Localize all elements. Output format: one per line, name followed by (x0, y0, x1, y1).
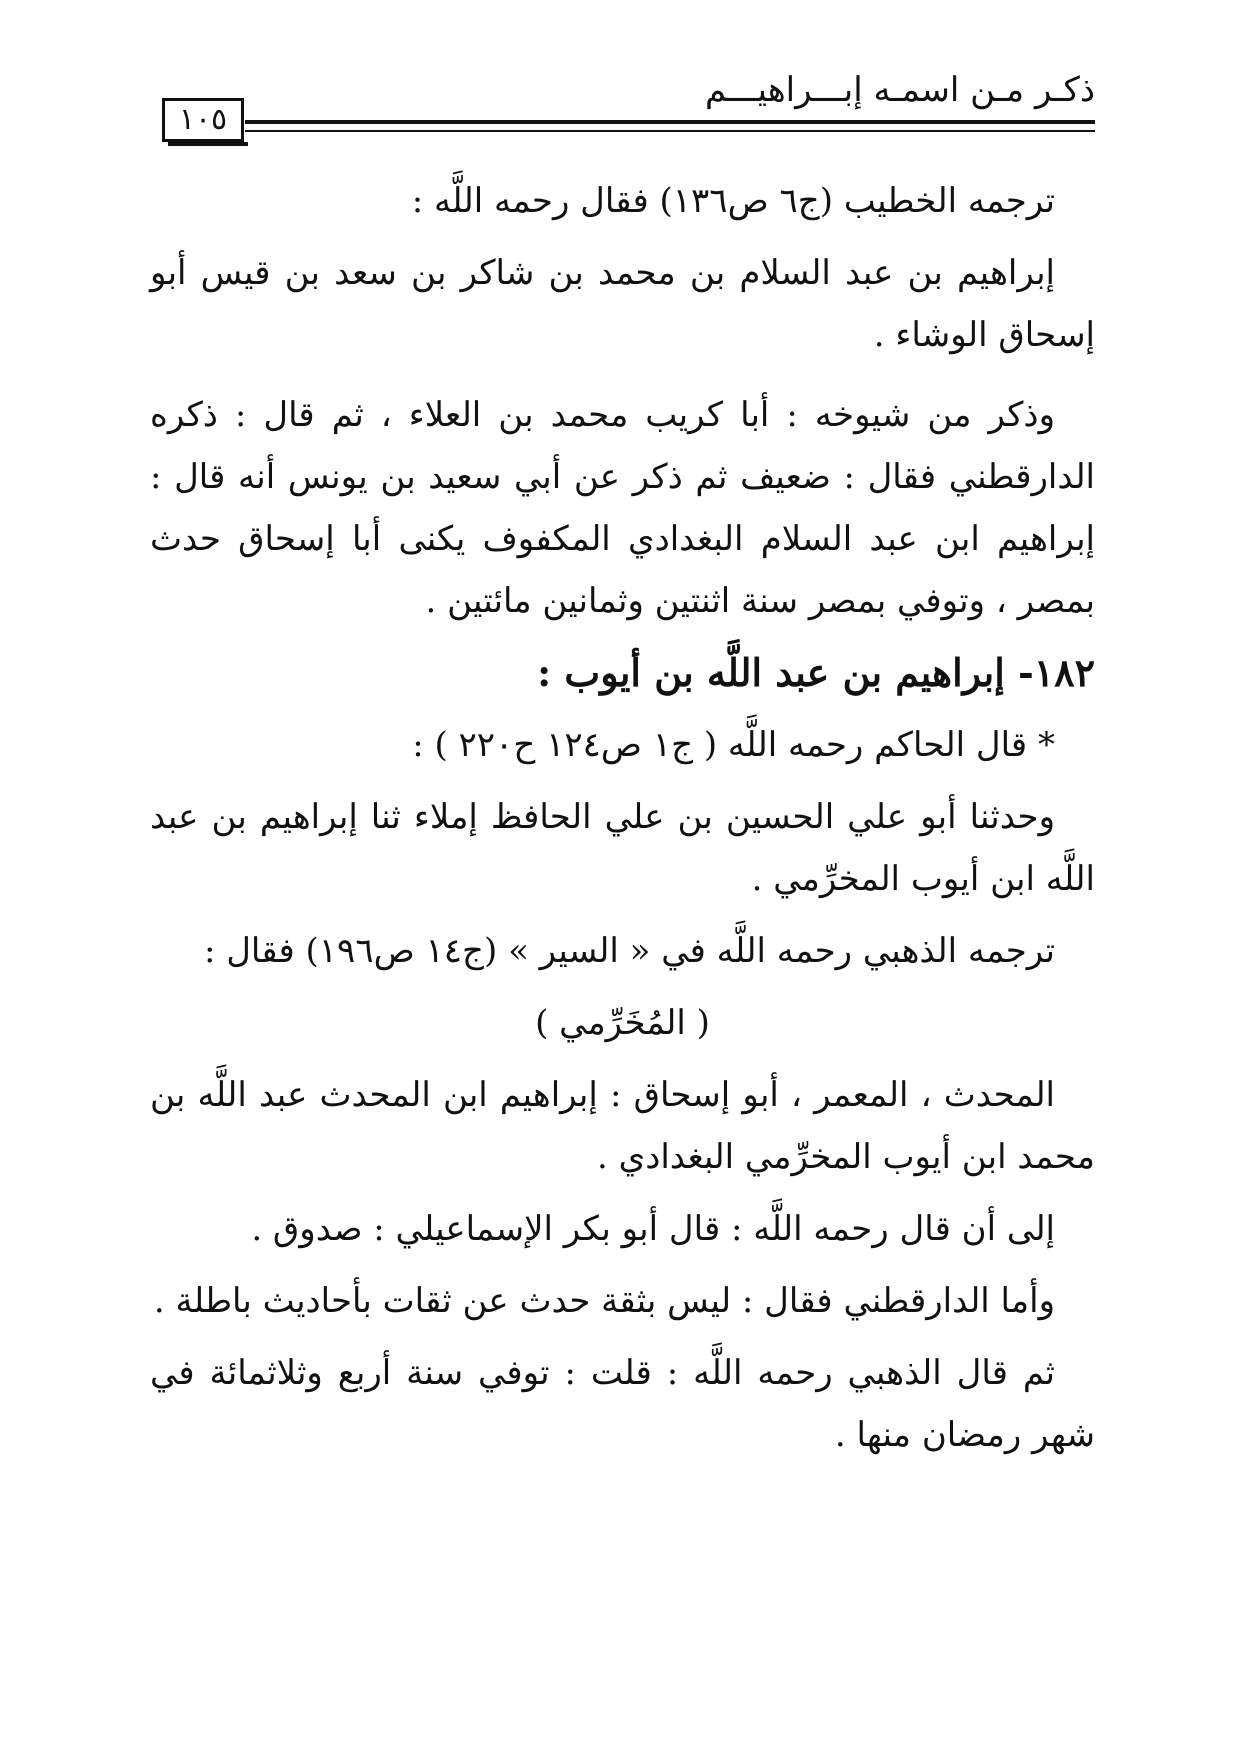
paragraph: ترجمه الخطيب (ج٦ ص١٣٦) فقال رحمه اللَّه : (411, 181, 1055, 221)
paragraph: * قال الحاكم رحمه اللَّه ( ج١ ص١٢٤ ح٢٢٠ ) : (412, 725, 1055, 765)
paragraph: وذكر من شيوخه : أبا كريب محمد بن العلاء ، ثم قال : ذكره الدارقطني فقال : ضعيف ثم ذكر عن أبي سعيد بن يونس أنه قال : إبراهيم ابن عبد السلام البغدادي المكفوف يكنى أبا إسحاق حدث بمصر ، وتوفي بمصر سنة اثنتين وثمانين مائتين . (150, 395, 1095, 621)
paragraph: ترجمه الذهبي رحمه اللَّه في « السير » (ج١٤ ص١٩٦) فقال : (203, 931, 1055, 971)
paragraph: وأما الدارقطني فقال : ليس بثقة حدث عن ثقات بأحاديث باطلة . (153, 1281, 1055, 1321)
page-number: ١٠٥ (162, 98, 244, 142)
paragraph: إبراهيم بن عبد السلام بن محمد بن شاكر بن سعد بن قيس أبو إسحاق الوشاء . (150, 253, 1095, 355)
paragraph: المحدث ، المعمر ، أبو إسحاق : إبراهيم ابن المحدث عبد اللَّه بن محمد ابن أيوب المخرِّمي البغدادي . (150, 1075, 1095, 1177)
centered-subheading: ( المُخَرِّمي ) (535, 1003, 710, 1043)
page-header (150, 70, 1095, 150)
page-body (150, 170, 1095, 1476)
paragraph: إلى أن قال رحمه اللَّه : قال أبو بكر الإسماعيلي : صدوق . (251, 1209, 1055, 1249)
header-rule-thick (245, 120, 1095, 124)
header-rule-thin (245, 130, 1095, 132)
page-number-shadow (168, 142, 248, 146)
running-title: ذكـر مـن اسمـه إبـــراهيـــم (704, 70, 1095, 110)
paragraph: ثم قال الذهبي رحمه اللَّه : قلت : توفي سنة أربع وثلاثمائة في شهر رمضان منها . (150, 1353, 1095, 1455)
paragraph: وحدثنا أبو علي الحسين بن علي الحافظ إملاء ثنا إبراهيم بن عبد اللَّه ابن أيوب المخرِّمي . (150, 797, 1095, 899)
entry-heading: ١٨٢- إبراهيم بن عبد اللَّه بن أيوب : (537, 650, 1095, 695)
